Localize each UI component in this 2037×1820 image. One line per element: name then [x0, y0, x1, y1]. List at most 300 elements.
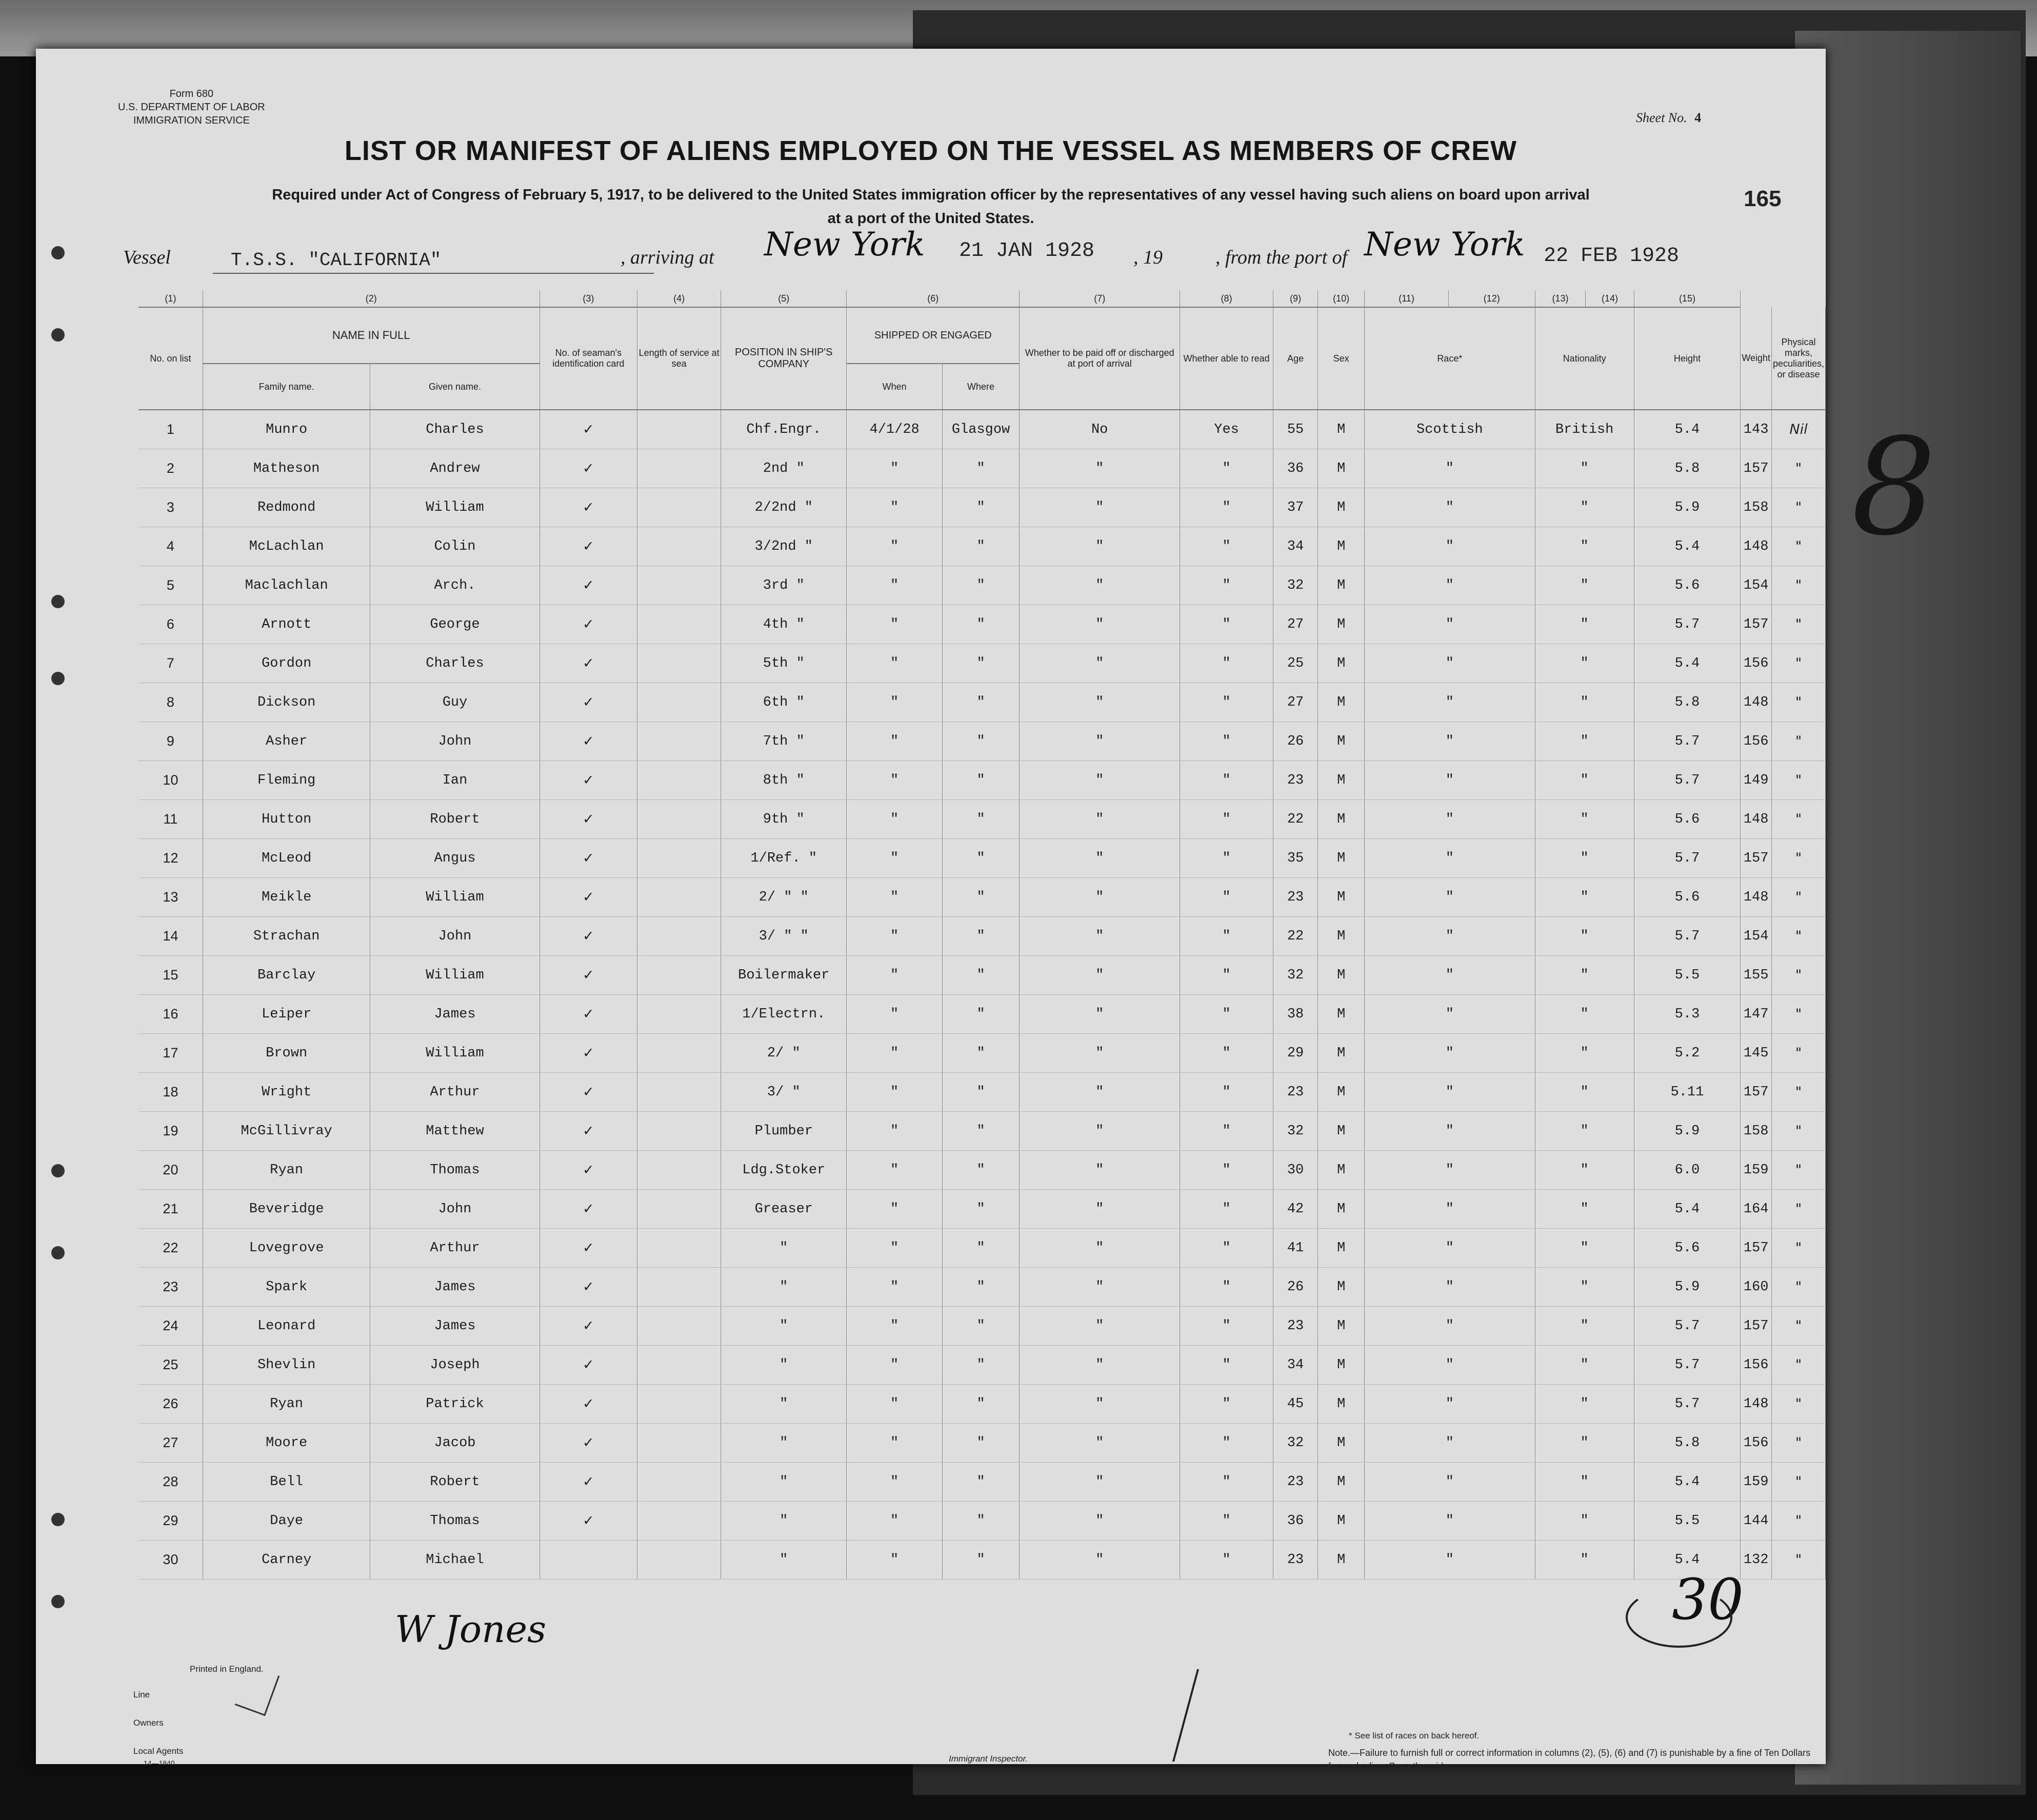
able-to-read: Yes: [1180, 410, 1273, 449]
shipped-where: ": [942, 683, 1019, 722]
family-name: Moore: [203, 1424, 370, 1463]
age: 23: [1273, 761, 1317, 800]
sex: M: [1318, 1541, 1365, 1579]
length-service: [637, 722, 721, 761]
physical-marks: ": [1771, 566, 1825, 605]
vessel-value: T.S.S. "CALIFORNIA": [231, 250, 442, 271]
able-to-read: ": [1180, 1034, 1273, 1073]
shipped-when: ": [847, 1034, 943, 1073]
paid-off: ": [1020, 1463, 1180, 1502]
nationality: ": [1535, 995, 1634, 1034]
able-to-read: ": [1180, 488, 1273, 527]
family-name: Arnott: [203, 605, 370, 644]
race: ": [1365, 1385, 1535, 1424]
height: 5.6: [1634, 566, 1741, 605]
table-row: [138, 1073, 1826, 1112]
family-name: Strachan: [203, 917, 370, 956]
shipped-when: ": [847, 1190, 943, 1229]
age: 45: [1273, 1385, 1317, 1424]
race: Scottish: [1365, 410, 1535, 449]
id-card-check: ✓: [540, 1151, 637, 1190]
able-to-read: ": [1180, 1463, 1273, 1502]
colnum-1: (1): [138, 291, 203, 307]
year-label: , 19: [1133, 247, 1163, 268]
row-number: 9: [138, 722, 203, 761]
colnum-14: (14): [1586, 291, 1634, 307]
height: 5.6: [1634, 800, 1741, 839]
weight: 154: [1741, 566, 1772, 605]
age: 38: [1273, 995, 1317, 1034]
family-name: McGillivray: [203, 1112, 370, 1151]
family-name: Wright: [203, 1073, 370, 1112]
family-name: Bell: [203, 1463, 370, 1502]
height: 5.6: [1634, 1229, 1741, 1268]
sex: M: [1318, 956, 1365, 995]
paid-off: ": [1020, 878, 1180, 917]
table-row: [138, 605, 1826, 644]
race: ": [1365, 1541, 1535, 1579]
weight: 157: [1741, 839, 1772, 878]
row-number: 2: [138, 449, 203, 488]
race: ": [1365, 761, 1535, 800]
shipped-when: ": [847, 1424, 943, 1463]
position: 2/ " ": [721, 878, 847, 917]
weight: 157: [1741, 605, 1772, 644]
race: ": [1365, 1307, 1535, 1346]
subtitle-text: Required under Act of Congress of February 5, 1917, to be delivered to the United States immigration officer by the representatives of any vessel having such aliens on board upon arrival at a port of the United States.: [272, 187, 1590, 227]
height: 5.7: [1634, 761, 1741, 800]
row-number: 29: [138, 1502, 203, 1541]
shipped-when: ": [847, 1073, 943, 1112]
family-name: Lovegrove: [203, 1229, 370, 1268]
from-label: , from the port of: [1215, 247, 1348, 268]
given-name: James: [370, 995, 540, 1034]
arriving-label: , arriving at: [621, 247, 714, 268]
physical-marks: ": [1771, 1307, 1825, 1346]
physical-marks: Nil: [1771, 410, 1825, 449]
row-number: 3: [138, 488, 203, 527]
nationality: ": [1535, 527, 1634, 566]
sex: M: [1318, 1151, 1365, 1190]
able-to-read: ": [1180, 644, 1273, 683]
weight: 157: [1741, 449, 1772, 488]
weight: 160: [1741, 1268, 1772, 1307]
shipped-when: ": [847, 995, 943, 1034]
colnum-7: (7): [1020, 291, 1180, 307]
length-service: [637, 1034, 721, 1073]
race: ": [1365, 1190, 1535, 1229]
form-code: 14—1840: [144, 1759, 175, 1767]
table-row: [138, 1268, 1826, 1307]
row-number: 17: [138, 1034, 203, 1073]
row-number: 10: [138, 761, 203, 800]
able-to-read: ": [1180, 800, 1273, 839]
physical-marks: ": [1771, 449, 1825, 488]
paid-off: ": [1020, 1541, 1180, 1579]
age: 23: [1273, 1541, 1317, 1579]
shipped-when: ": [847, 839, 943, 878]
physical-marks: ": [1771, 1541, 1825, 1579]
given-name: Charles: [370, 644, 540, 683]
weight: 164: [1741, 1190, 1772, 1229]
length-service: [637, 1307, 721, 1346]
height: 5.4: [1634, 644, 1741, 683]
total-marks: 30: [1672, 1567, 1744, 1632]
table-row: [138, 449, 1826, 488]
family-name: Munro: [203, 410, 370, 449]
position: ": [721, 1346, 847, 1385]
paid-off: ": [1020, 917, 1180, 956]
race: ": [1365, 800, 1535, 839]
id-card-check: ✓: [540, 878, 637, 917]
id-card-check: ✓: [540, 761, 637, 800]
row-number: 16: [138, 995, 203, 1034]
id-card-check: ✓: [540, 839, 637, 878]
nationality: ": [1535, 1463, 1634, 1502]
table-row: [138, 683, 1826, 722]
fine-note: Note.—Failure to furnish full or correct information in columns (2), (5), (6) and (7) is punishable by a fine of Ten Dollars for each alien. See other side.: [1328, 1748, 1811, 1771]
colnum-4: (4): [637, 291, 721, 307]
length-service: [637, 995, 721, 1034]
weight: 148: [1741, 1385, 1772, 1424]
race: ": [1365, 488, 1535, 527]
age: 41: [1273, 1229, 1317, 1268]
paid-off: ": [1020, 1268, 1180, 1307]
position: ": [721, 1463, 847, 1502]
length-service: [637, 917, 721, 956]
position: 3rd ": [721, 566, 847, 605]
weight: 156: [1741, 722, 1772, 761]
length-service: [637, 1073, 721, 1112]
physical-marks: ": [1771, 878, 1825, 917]
paid-off: ": [1020, 1190, 1180, 1229]
id-card-check: ✓: [540, 722, 637, 761]
length-service: [637, 761, 721, 800]
length-service: [637, 644, 721, 683]
id-card-check: ✓: [540, 683, 637, 722]
sex: M: [1318, 1034, 1365, 1073]
family-name: Fleming: [203, 761, 370, 800]
shipped-where: ": [942, 449, 1019, 488]
paid-off: ": [1020, 449, 1180, 488]
colnum-6: (6): [847, 291, 1020, 307]
sex: M: [1318, 644, 1365, 683]
position: Boilermaker: [721, 956, 847, 995]
weight: 159: [1741, 1151, 1772, 1190]
id-card-check: ✓: [540, 1502, 637, 1541]
shipped-where: ": [942, 761, 1019, 800]
height: 5.7: [1634, 722, 1741, 761]
length-service: [637, 800, 721, 839]
shipped-where: ": [942, 1190, 1019, 1229]
shipped-where: ": [942, 839, 1019, 878]
shipped-when: ": [847, 722, 943, 761]
age: 25: [1273, 644, 1317, 683]
header-nationality: Nationality: [1535, 307, 1634, 410]
given-name: Andrew: [370, 449, 540, 488]
id-card-check: ✓: [540, 1112, 637, 1151]
family-name: Meikle: [203, 878, 370, 917]
able-to-read: ": [1180, 1385, 1273, 1424]
weight: 154: [1741, 917, 1772, 956]
able-to-read: ": [1180, 1112, 1273, 1151]
header-shipped: SHIPPED OR ENGAGED: [847, 307, 1020, 364]
paid-off: ": [1020, 1073, 1180, 1112]
race: ": [1365, 878, 1535, 917]
family-name: Ryan: [203, 1151, 370, 1190]
height: 5.11: [1634, 1073, 1741, 1112]
header-where: Where: [942, 364, 1019, 410]
age: 22: [1273, 917, 1317, 956]
id-card-check: ✓: [540, 644, 637, 683]
paid-off: ": [1020, 605, 1180, 644]
shipped-where: ": [942, 605, 1019, 644]
weight: 157: [1741, 1307, 1772, 1346]
binder-hole: [51, 1164, 65, 1177]
shipped-where: ": [942, 878, 1019, 917]
age: 26: [1273, 722, 1317, 761]
physical-marks: ": [1771, 722, 1825, 761]
sex: M: [1318, 1073, 1365, 1112]
height: 5.7: [1634, 839, 1741, 878]
race: ": [1365, 956, 1535, 995]
length-service: [637, 1463, 721, 1502]
able-to-read: ": [1180, 1502, 1273, 1541]
able-to-read: ": [1180, 839, 1273, 878]
family-name: Asher: [203, 722, 370, 761]
race: ": [1365, 527, 1535, 566]
nationality: British: [1535, 410, 1634, 449]
shipped-where: ": [942, 644, 1019, 683]
table-row: [138, 1190, 1826, 1229]
family-name: Barclay: [203, 956, 370, 995]
shipped-where: ": [942, 956, 1019, 995]
shipped-when: ": [847, 1268, 943, 1307]
height: 5.3: [1634, 995, 1741, 1034]
weight: 157: [1741, 1229, 1772, 1268]
id-card-check: ✓: [540, 956, 637, 995]
able-to-read: ": [1180, 956, 1273, 995]
age: 32: [1273, 1424, 1317, 1463]
height: 5.8: [1634, 683, 1741, 722]
sex: M: [1318, 1112, 1365, 1151]
id-card-check: ✓: [540, 449, 637, 488]
given-name: Arthur: [370, 1073, 540, 1112]
nationality: ": [1535, 1229, 1634, 1268]
weight: 157: [1741, 1073, 1772, 1112]
length-service: [637, 1190, 721, 1229]
position: 7th ": [721, 722, 847, 761]
sex: M: [1318, 1229, 1365, 1268]
weight: 132: [1741, 1541, 1772, 1579]
table-row: [138, 839, 1826, 878]
family-name: Hutton: [203, 800, 370, 839]
header-age: Age: [1273, 307, 1317, 410]
colnum-8: (8): [1180, 291, 1273, 307]
nationality: ": [1535, 761, 1634, 800]
nationality: ": [1535, 1502, 1634, 1541]
header-when: When: [847, 364, 943, 410]
family-name: Redmond: [203, 488, 370, 527]
sex: M: [1318, 995, 1365, 1034]
row-number: 13: [138, 878, 203, 917]
shipped-where: ": [942, 917, 1019, 956]
weight: 147: [1741, 995, 1772, 1034]
length-service: [637, 1346, 721, 1385]
shipped-where: ": [942, 722, 1019, 761]
table-row: [138, 1034, 1826, 1073]
age: 35: [1273, 839, 1317, 878]
given-name: Angus: [370, 839, 540, 878]
header-id-card: No. of seaman's identification card: [540, 307, 637, 410]
height: 5.7: [1634, 917, 1741, 956]
shipped-when: ": [847, 683, 943, 722]
sex: M: [1318, 566, 1365, 605]
height: 5.8: [1634, 449, 1741, 488]
sex: M: [1318, 527, 1365, 566]
physical-marks: ": [1771, 1502, 1825, 1541]
page-title: LIST OR MANIFEST OF ALIENS EMPLOYED ON THE VESSEL AS MEMBERS OF CREW: [344, 135, 1517, 166]
weight: 155: [1741, 956, 1772, 995]
sex: M: [1318, 761, 1365, 800]
age: 23: [1273, 878, 1317, 917]
sex: M: [1318, 605, 1365, 644]
physical-marks: ": [1771, 1034, 1825, 1073]
table-row: [138, 1112, 1826, 1151]
given-name: William: [370, 488, 540, 527]
shipped-when: ": [847, 449, 943, 488]
binder-hole: [51, 328, 65, 342]
shipped-where: ": [942, 1307, 1019, 1346]
binder-hole: [51, 246, 65, 259]
id-card-check: ✓: [540, 1229, 637, 1268]
age: 34: [1273, 1346, 1317, 1385]
position: 8th ": [721, 761, 847, 800]
able-to-read: ": [1180, 761, 1273, 800]
shipped-when: ": [847, 1385, 943, 1424]
able-to-read: ": [1180, 995, 1273, 1034]
shipped-where: ": [942, 1346, 1019, 1385]
family-name: Leiper: [203, 995, 370, 1034]
given-name: William: [370, 956, 540, 995]
id-card-check: ✓: [540, 527, 637, 566]
weight: 156: [1741, 1346, 1772, 1385]
nationality: ": [1535, 1346, 1634, 1385]
paid-off: ": [1020, 1502, 1180, 1541]
sheet-label: Sheet No.: [1636, 110, 1687, 125]
age: 26: [1273, 1268, 1317, 1307]
table-row: [138, 1463, 1826, 1502]
length-service: [637, 956, 721, 995]
row-number: 15: [138, 956, 203, 995]
height: 5.4: [1634, 410, 1741, 449]
family-name: Carney: [203, 1541, 370, 1579]
colnum-9: (9): [1273, 291, 1317, 307]
colnum-12: (12): [1449, 291, 1535, 307]
height: 5.7: [1634, 1385, 1741, 1424]
signature: W Jones: [395, 1608, 547, 1651]
family-name: Beveridge: [203, 1190, 370, 1229]
paid-off: No: [1020, 410, 1180, 449]
physical-marks: ": [1771, 1151, 1825, 1190]
nationality: ": [1535, 1268, 1634, 1307]
id-card-check: ✓: [540, 1346, 637, 1385]
row-number: 18: [138, 1073, 203, 1112]
physical-marks: ": [1771, 917, 1825, 956]
given-name: Ian: [370, 761, 540, 800]
age: 22: [1273, 800, 1317, 839]
family-name: Daye: [203, 1502, 370, 1541]
physical-marks: ": [1771, 761, 1825, 800]
length-service: [637, 1424, 721, 1463]
shipped-where: ": [942, 1463, 1019, 1502]
shipped-where: ": [942, 1229, 1019, 1268]
age: 30: [1273, 1151, 1317, 1190]
header-length-service: Length of service at sea: [637, 307, 721, 410]
race: ": [1365, 1034, 1535, 1073]
shipped-when: ": [847, 1229, 943, 1268]
paid-off: ": [1020, 956, 1180, 995]
paid-off: ": [1020, 1151, 1180, 1190]
position: 3/2nd ": [721, 527, 847, 566]
paper-stack-right-edge: [1795, 31, 2021, 1785]
family-name: Leonard: [203, 1307, 370, 1346]
position: 6th ": [721, 683, 847, 722]
position: 5th ": [721, 644, 847, 683]
family-name: Ryan: [203, 1385, 370, 1424]
row-number: 26: [138, 1385, 203, 1424]
race: ": [1365, 1502, 1535, 1541]
shipped-where: ": [942, 1034, 1019, 1073]
paid-off: ": [1020, 839, 1180, 878]
colnum-15: (15): [1634, 291, 1741, 307]
id-card-check: ✓: [540, 566, 637, 605]
sheet-value: 4: [1694, 110, 1702, 125]
shipped-where: ": [942, 800, 1019, 839]
shipped-where: ": [942, 995, 1019, 1034]
height: 5.4: [1634, 527, 1741, 566]
height: 5.5: [1634, 956, 1741, 995]
physical-marks: ": [1771, 1463, 1825, 1502]
sex: M: [1318, 839, 1365, 878]
shipped-when: ": [847, 644, 943, 683]
table-row: [138, 527, 1826, 566]
position: ": [721, 1502, 847, 1541]
nationality: ": [1535, 683, 1634, 722]
paid-off: ": [1020, 1229, 1180, 1268]
nationality: ": [1535, 605, 1634, 644]
colnum-5: (5): [721, 291, 847, 307]
position: ": [721, 1307, 847, 1346]
able-to-read: ": [1180, 1541, 1273, 1579]
paid-off: ": [1020, 995, 1180, 1034]
position: Greaser: [721, 1190, 847, 1229]
shipped-when: ": [847, 1346, 943, 1385]
header-sex: Sex: [1318, 307, 1365, 410]
shipped-when: ": [847, 878, 943, 917]
age: 32: [1273, 1112, 1317, 1151]
able-to-read: ": [1180, 1307, 1273, 1346]
sex: M: [1318, 1346, 1365, 1385]
manifest-sheet: [36, 49, 1826, 1771]
row-number: 5: [138, 566, 203, 605]
weight: 143: [1741, 410, 1772, 449]
shipped-when: ": [847, 761, 943, 800]
nationality: ": [1535, 839, 1634, 878]
row-number: 22: [138, 1229, 203, 1268]
table-row: [138, 566, 1826, 605]
table-row: [138, 410, 1826, 449]
